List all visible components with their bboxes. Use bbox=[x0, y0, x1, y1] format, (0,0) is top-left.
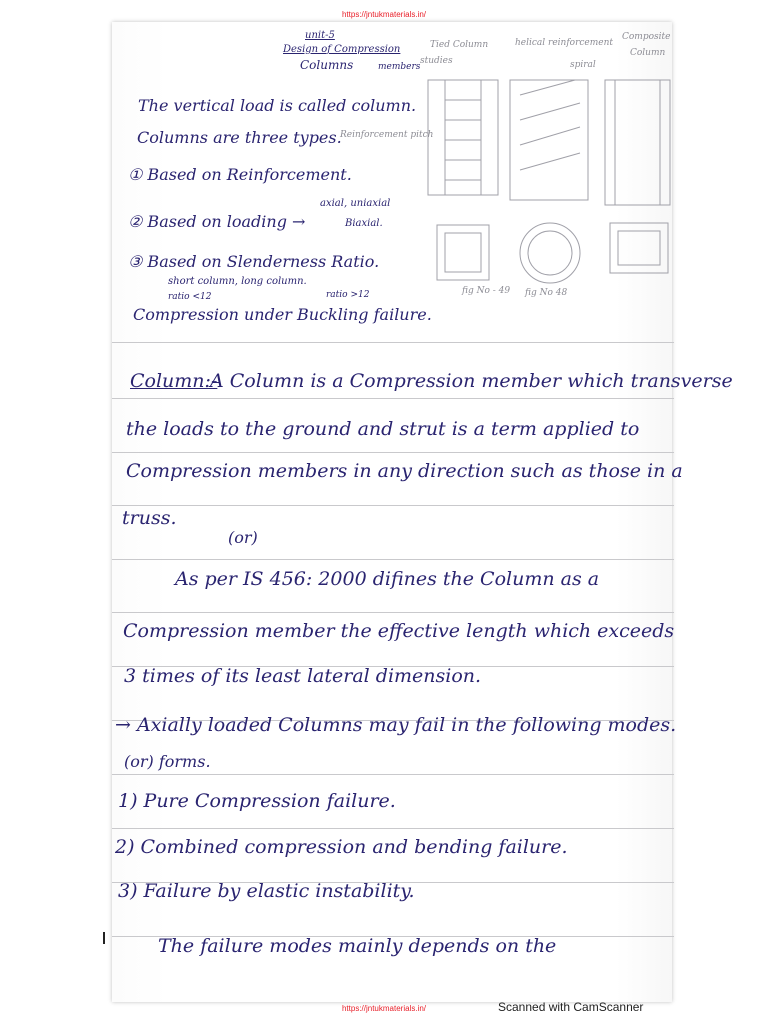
ratio-long: ratio >12 bbox=[326, 290, 370, 300]
column-sketch-diagram bbox=[425, 75, 675, 315]
failure-line: Compression under Buckling failure. bbox=[133, 305, 432, 324]
subtitle-members: members bbox=[378, 62, 421, 72]
ruled-line bbox=[112, 342, 674, 343]
margin-mark bbox=[103, 932, 105, 944]
or-label: (or) bbox=[228, 528, 258, 547]
failure-mode-3: 3) Failure by elastic instability. bbox=[118, 880, 415, 902]
type-item-1: ① Based on Reinforcement. bbox=[128, 165, 352, 184]
pencil-composite-column: Column bbox=[630, 48, 666, 58]
definition-line-6: Compression member the effective length which exceeds bbox=[123, 620, 675, 642]
definition-line-4: truss. bbox=[122, 507, 177, 529]
pencil-fig-49: fig No - 49 bbox=[462, 286, 511, 296]
failure-mode-2: 2) Combined compression and bending failure. bbox=[115, 836, 568, 858]
scanner-stamp: Scanned with CamScanner bbox=[498, 1000, 644, 1014]
definition-line-5: As per IS 456: 2000 difines the Column as a bbox=[175, 568, 600, 590]
intro-line-2: Columns are three types. bbox=[137, 128, 342, 147]
column-label: Column:- bbox=[130, 370, 218, 392]
ruled-line bbox=[112, 828, 674, 829]
type-item-2: ② Based on loading → bbox=[128, 212, 306, 231]
definition-line-10: The failure modes mainly depends on the bbox=[158, 935, 557, 957]
definition-line-8: → Axially loaded Columns may fail in the following modes. bbox=[115, 714, 677, 736]
pencil-studies: studies bbox=[420, 56, 453, 66]
definition-line-9: (or) forms. bbox=[124, 752, 211, 771]
definition-line-1: A Column is a Compression member which transverse bbox=[210, 370, 733, 392]
ruled-line bbox=[112, 452, 674, 453]
intro-line-1: The vertical load is called column. bbox=[138, 96, 417, 115]
footer-url[interactable]: https://jntukmaterials.in/ bbox=[341, 1004, 427, 1013]
definition-line-3: Compression members in any direction such as those in a bbox=[126, 460, 683, 482]
ruled-line bbox=[112, 398, 674, 399]
unit-label: unit-5 bbox=[305, 30, 335, 41]
source-url[interactable]: https://jntukmaterials.in/ bbox=[341, 10, 427, 19]
type-item-3-sub: short column, long column. bbox=[168, 276, 307, 287]
ruled-line bbox=[112, 612, 674, 613]
type-item-2-axial: axial, uniaxial bbox=[320, 198, 391, 209]
ruled-line bbox=[112, 505, 674, 506]
definition-line-7: 3 times of its least lateral dimension. bbox=[124, 665, 482, 687]
ratio-short: ratio <12 bbox=[168, 292, 212, 302]
type-item-3: ③ Based on Slenderness Ratio. bbox=[128, 252, 380, 271]
pencil-reinforcement-pitch: Reinforcement pitch bbox=[340, 130, 434, 140]
page-title-columns: Columns bbox=[300, 58, 354, 72]
ruled-line bbox=[112, 559, 674, 560]
ruled-line bbox=[112, 774, 674, 775]
type-item-2-biaxial: Biaxial. bbox=[345, 218, 383, 229]
definition-line-2: the loads to the ground and strut is a term applied to bbox=[126, 418, 640, 440]
pencil-fig-48: fig No 48 bbox=[525, 288, 568, 298]
failure-mode-1: 1) Pure Compression failure. bbox=[118, 790, 396, 812]
pencil-composite: Composite bbox=[622, 32, 671, 42]
pencil-tied-column: Tied Column bbox=[430, 40, 489, 50]
pencil-helical: helical reinforcement bbox=[515, 38, 614, 48]
pencil-spiral: spiral bbox=[570, 60, 596, 70]
page-title: Design of Compression bbox=[283, 44, 401, 55]
